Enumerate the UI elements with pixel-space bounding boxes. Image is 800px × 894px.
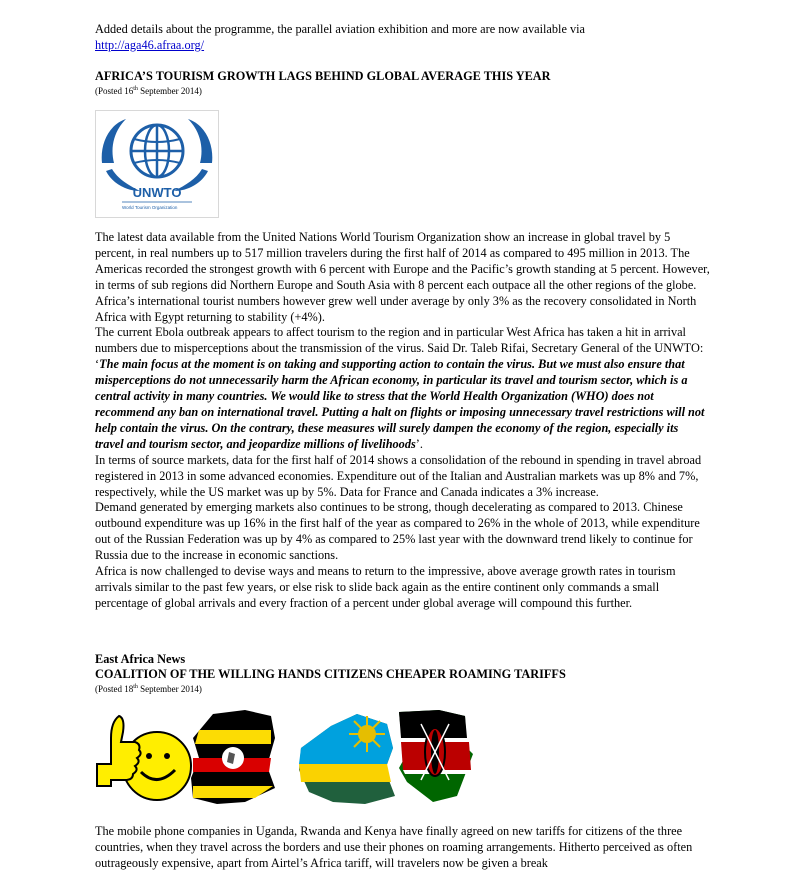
posted-date: (Posted 16th September 2014) xyxy=(95,86,202,96)
article-headline: AFRICA’S TOURISM GROWTH LAGS BEHIND GLOBAL AVERAGE THIS YEAR xyxy=(95,69,551,83)
article-tourism-header xyxy=(95,69,710,97)
paragraph: In terms of source markets, data for the first half of 2014 shows a consolidation of the rebound in spending in travel abroad registered in 2013 in some advanced economies. Expenditure out of the Italian and Australian markets was up 8% and 7%, respectively, while the US market was up by 5%. Data for France and Canada indicates a 3% increase. xyxy=(95,452,702,499)
unwto-logo xyxy=(95,110,219,218)
thumbs-up-smiley-icon xyxy=(97,716,191,800)
kenya-flag-map-icon xyxy=(399,710,473,802)
article-roaming-body xyxy=(95,824,710,872)
paragraph: Demand generated by emerging markets also continues to be strong, though decelerating as compared to 2013. Chinese outbound expenditure was up 16% in the first half of the year as compared to 26% in the whole of 2013, while expenditure out of the Russian Federation was up by 4% as compared to 25% last year with the downward trend likely to continue for Russia due to the increase in economic sanctions. xyxy=(95,500,700,563)
uganda-flag-map-icon xyxy=(191,710,275,804)
intro-block xyxy=(95,22,710,54)
paragraph-ebola: The current Ebola outbreak appears to affect tourism to the region and in particular West Africa has taken a hit in arrival numbers due to misperceptions about the transmission of the virus. Said Dr. Taleb Rifai, Secretary General of the UNWTO: ‘The main focus at the moment is on taking and supporting action to contain the virus. But we must also ensure that misperceptions do not unnecessarily harm the African economy, in particular its travel and tourism sector, which is a central activity in many countries. We would like to stress that the World Health Organization (WHO) does not recommend any ban on international travel. Putting a halt on flights or imposing unnecessary travel restrictions will not help contain the virus. On the contrary, these measures will surely dampen the economy of the region, especially its travel and tourism sector, and jeopardize millions of livelihoods’. xyxy=(95,325,705,451)
paragraph: Africa is now challenged to devise ways and means to return to the impressive, above average growth rates in tourism arrivals similar to the past few years, or else risk to slide back again as the entire continent only commands a small percentage of global arrivals and every fraction of a percent under global average will compound this further. xyxy=(95,564,676,610)
rifai-quote: The main focus at the moment is on taking and supporting action to contain the virus. But we must also ensure that misperceptions do not unnecessarily harm the African economy, in particular its travel and tourism sector, which is a central activity in many countries. We would like to stress that the World Health Organization (WHO) does not recommend any ban on international travel. Putting a halt on flights or imposing unnecessary travel restrictions will not help contain the virus. On the contrary, these measures will surely dampen the economy of the region, especially its travel and tourism sector, and jeopardize millions of livelihoods xyxy=(95,357,705,451)
section-title: East Africa News xyxy=(95,652,186,666)
paragraph: Africa’s international tourist numbers however grew well under average by only 3% as the recovery consolidated in North Africa with Egypt returning to stability (+4%). xyxy=(95,293,697,324)
article-roaming-header xyxy=(95,652,710,695)
posted-date: (Posted 18th September 2014) xyxy=(95,684,202,694)
article-headline: COALITION OF THE WILLING HANDS CITIZENS CHEAPER ROAMING TARIFFS xyxy=(95,667,566,681)
logo-name: UNWTO xyxy=(132,185,182,200)
rwanda-flag-map-icon xyxy=(299,714,395,804)
paragraph: The latest data available from the United Nations World Tourism Organization show an increase in global travel by 5 percent, in real numbers up to 517 million travelers during the first half of 2014 as compared to 495 million in 2013. The Americas recorded the strongest growth with 6 percent with Europe and the Pacific’s growth standing at 5 percent. However, in terms of sub regions did Northern Europe and South Asia with 8 percent each outpace all the other regions of the globe. xyxy=(95,230,710,292)
logo-subtitle: World Tourism Organization xyxy=(122,205,178,210)
intro-text: Added details about the programme, the parallel aviation exhibition and more are now available via xyxy=(95,22,585,36)
aga46-link[interactable]: http://aga46.afraa.org/ xyxy=(95,37,205,52)
east-africa-images xyxy=(95,708,475,808)
article-tourism-body xyxy=(95,230,710,612)
paragraph: The mobile phone companies in Uganda, Rwanda and Kenya have finally agreed on new tariffs for citizens of the three countries, when they travel across the borders and use their phones on roaming arrangements. Hitherto perceived as often outrageously expensive, apart from Airtel’s Africa tariff, will travelers now be given a break xyxy=(95,824,693,870)
